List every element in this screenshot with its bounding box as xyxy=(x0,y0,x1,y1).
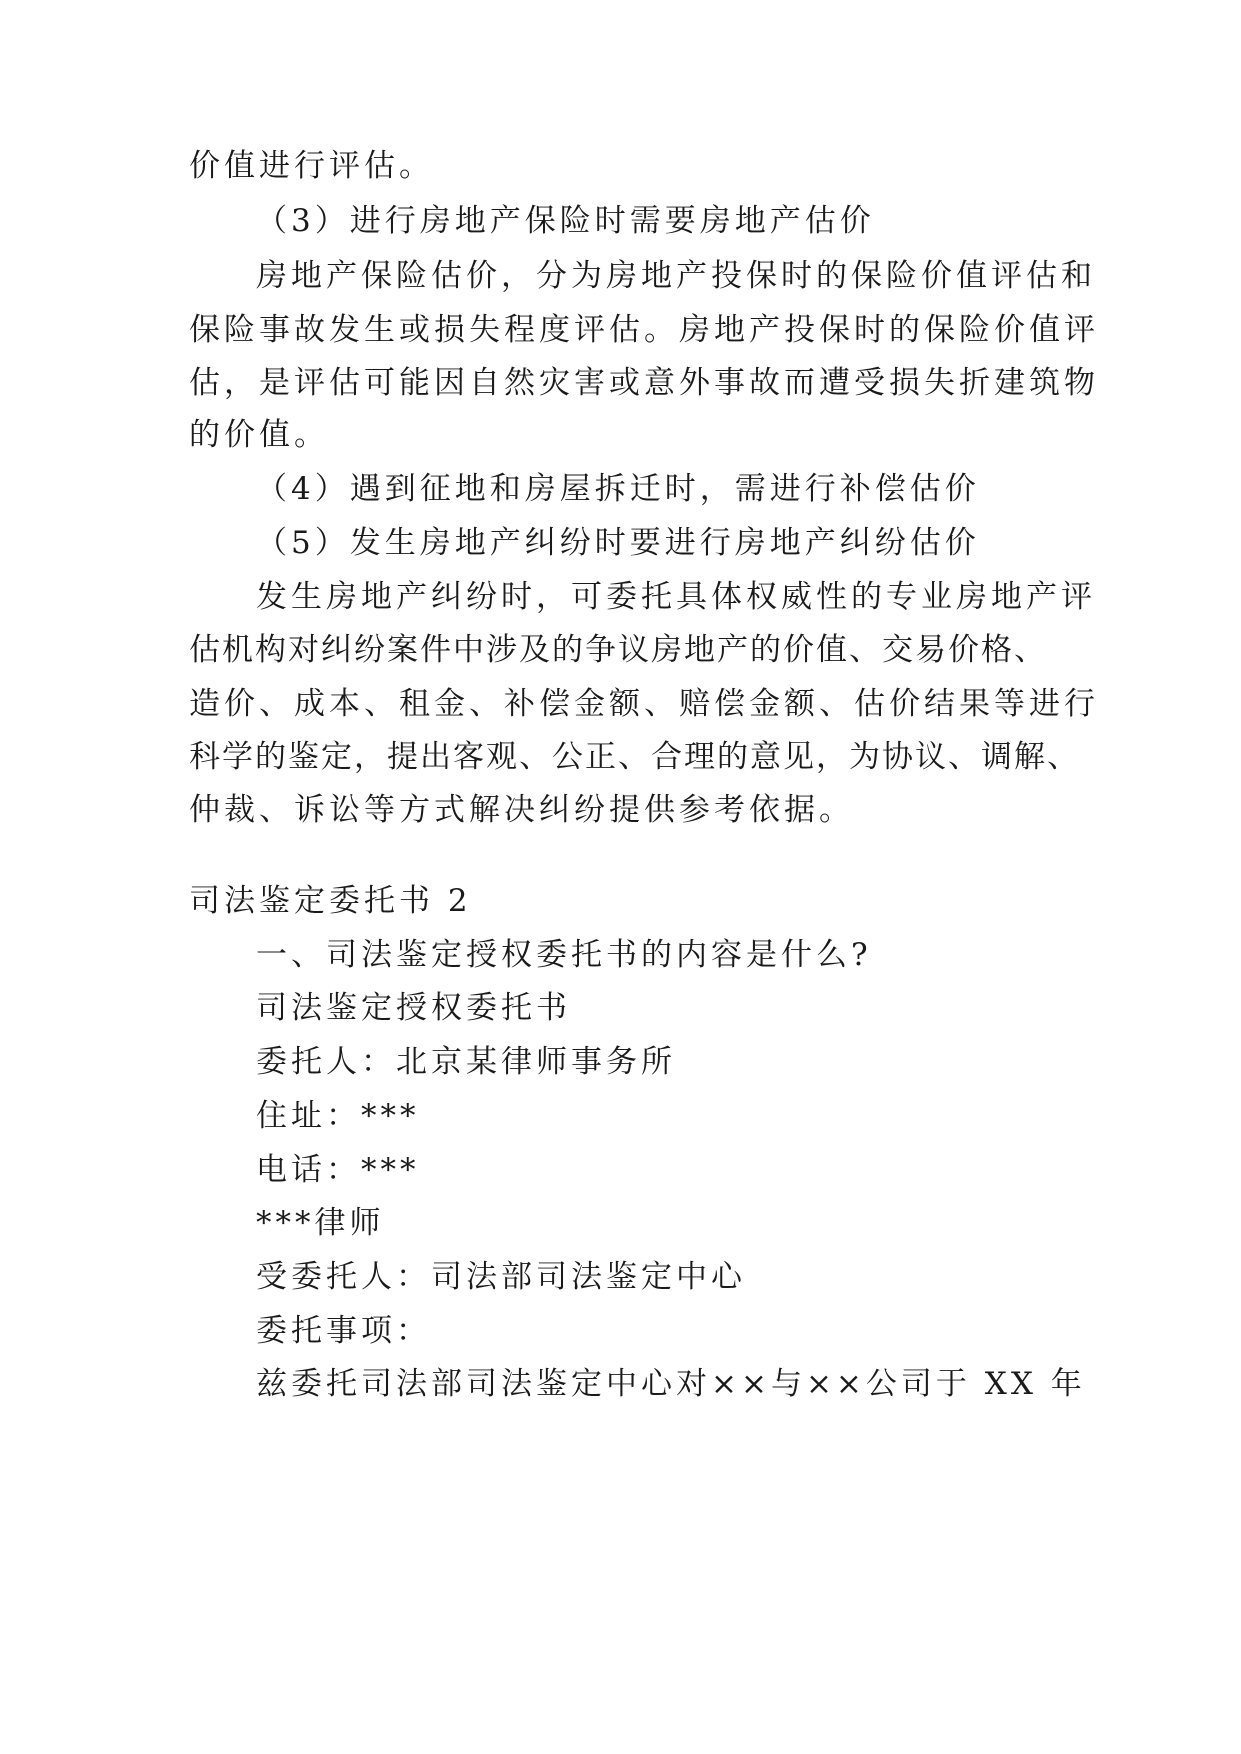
item-3-body-line-2: 保险事故发生或损失程度评估。房地产投保时的保险价值评 xyxy=(189,312,1099,348)
lawyer-line: ***律师 xyxy=(256,1205,385,1241)
paragraph-continuation: 价值进行评估。 xyxy=(189,148,434,184)
item-5-body-line-3: 造价、成本、租金、补偿金额、赔偿金额、估价结果等进行 xyxy=(189,686,1099,722)
section-2-doc-title: 司法鉴定授权委托书 xyxy=(256,990,571,1026)
item-5-body-line-5: 仲裁、诉讼等方式解决纠纷提供参考依据。 xyxy=(189,792,854,828)
item-5-body-line-1: 发生房地产纠纷时，可委托具体权威性的专业房地产评 xyxy=(256,579,1096,615)
item-5-heading: （5）发生房地产纠纷时要进行房地产纠纷估价 xyxy=(256,525,980,561)
item-5-body-line-4: 科学的鉴定，提出客观、公正、合理的意见，为协议、调解、 xyxy=(189,739,1080,775)
item-3-heading: （3）进行房地产保险时需要房地产估价 xyxy=(256,203,875,239)
item-3-body-line-4: 的价值。 xyxy=(189,417,329,453)
section-2-title: 司法鉴定委托书 2 xyxy=(189,883,472,919)
item-3-body-line-3: 估，是评估可能因自然灾害或意外事故而遭受损失折建筑物 xyxy=(189,365,1099,401)
phone-line: 电话：*** xyxy=(256,1152,420,1188)
client-line: 委托人：北京某律师事务所 xyxy=(256,1044,676,1080)
matters-label: 委托事项： xyxy=(256,1313,431,1349)
item-3-body-line-1: 房地产保险估价，分为房地产投保时的保险价值评估和 xyxy=(256,258,1096,294)
section-2-question: 一、司法鉴定授权委托书的内容是什么? xyxy=(256,937,872,973)
matters-text: 兹委托司法部司法鉴定中心对××与××公司于 XX 年 xyxy=(256,1366,1086,1402)
item-4-heading: （4）遇到征地和房屋拆迁时，需进行补偿估价 xyxy=(256,471,980,507)
trustee-line: 受委托人：司法部司法鉴定中心 xyxy=(256,1259,746,1295)
address-line: 住址：*** xyxy=(256,1098,420,1134)
item-5-body-line-2: 估机构对纠纷案件中涉及的争议房地产的价值、交易价格、 xyxy=(189,632,1047,668)
